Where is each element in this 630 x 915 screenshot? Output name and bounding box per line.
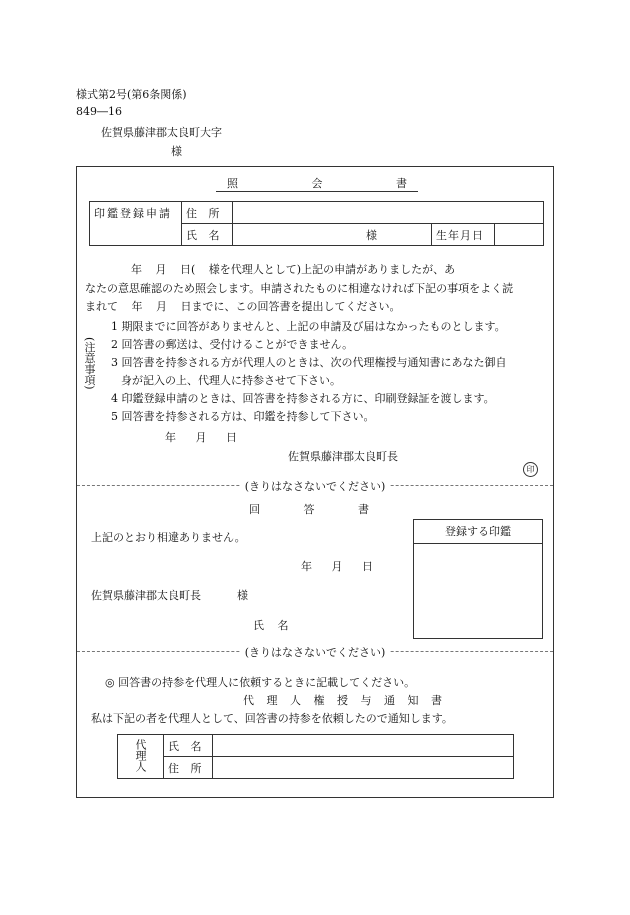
proxy-instruction: ◎ 回答書の持参を代理人に依頼するときに記載してください。 <box>105 676 416 689</box>
reply-title: 回 答 書 <box>249 503 369 516</box>
birth-field[interactable] <box>495 224 544 246</box>
notes-label: (注意事項) <box>83 337 96 390</box>
name-suffix: 様 <box>366 228 377 242</box>
proxy-side-label: 代理人 <box>118 735 164 779</box>
name-label: 氏 名 <box>182 224 233 246</box>
cut-line-2-text: (きりはなさないでください) <box>241 644 390 660</box>
seal-box[interactable] <box>413 519 543 639</box>
note-5: 5 回答書を持参される方は、印鑑を持参して下さい。 <box>111 410 375 423</box>
reply-name-label: 氏 名 <box>253 619 289 632</box>
cut-line-1 <box>77 480 553 493</box>
note-4: 4 印鑑登録申請のときは、回答書を持参される方に、印刷登録証を渡します。 <box>111 392 495 405</box>
birth-label: 生年月日 <box>432 224 495 246</box>
form-code: 849―16 <box>76 105 122 118</box>
applicant-table <box>89 201 544 246</box>
inquiry-para-3: まれて 年 月 日までに、この回答書を提出してください。 <box>85 300 401 313</box>
inquiry-issuer: 佐賀県藤津郡太良町長 <box>288 450 398 463</box>
inquiry-date: 年 月 日 <box>165 431 237 444</box>
reply-date: 年 月 日 <box>301 560 373 573</box>
name-field[interactable] <box>233 224 432 246</box>
reply-addressee: 佐賀県藤津郡太良町長 <box>91 589 201 602</box>
proxy-statement: 私は下記の者を代理人として、回答書の持参を依頼したので通知します。 <box>91 712 453 725</box>
note-1: 1 期限までに回答がありませんと、上記の申請及び届はなかったものとします。 <box>111 320 506 333</box>
inquiry-title: 照 会 書 <box>227 177 407 190</box>
cut-line-2 <box>77 646 553 659</box>
proxy-name-label: 氏 名 <box>164 735 213 757</box>
proxy-name-field[interactable] <box>213 735 514 757</box>
address-field[interactable] <box>233 202 544 224</box>
header-address: 佐賀県藤津郡太良町大字 <box>101 126 222 139</box>
note-2: 2 回答書の郵送は、受付けることができません。 <box>111 338 354 351</box>
app-label: 印鑑登録申請 <box>90 202 182 246</box>
inquiry-para-1: 年 月 日( 様を代理人として)上記の申請がありましたが、あ <box>131 263 456 276</box>
inquiry-para-2: なたの意思確認のため照会します。申請されたものに相違なければ下記の事項をよく読 <box>85 282 514 295</box>
proxy-address-label: 住 所 <box>164 757 213 779</box>
proxy-address-field[interactable] <box>213 757 514 779</box>
seal-stamp: 印 <box>523 462 538 477</box>
header-sama: 様 <box>171 145 182 158</box>
form-frame <box>76 166 554 798</box>
inquiry-title-underline <box>216 177 418 192</box>
reply-sama: 様 <box>237 589 248 602</box>
note-3: 3 回答書を持参される方が代理人のときは、次の代理権授与通知書にあなた御自 <box>111 356 507 369</box>
reply-statement: 上記のとおり相違ありません。 <box>91 531 246 544</box>
cut-line-1-text: (きりはなさないでください) <box>241 478 390 494</box>
seal-box-label: 登録する印鑑 <box>414 520 542 544</box>
address-label: 住 所 <box>182 202 233 224</box>
form-number: 様式第2号(第6条関係) <box>76 88 187 101</box>
note-3-cont: 身が記入の上、代理人に持参させて下さい。 <box>121 374 341 387</box>
proxy-title: 代 理 人 権 授 与 通 知 書 <box>243 694 442 707</box>
proxy-table <box>117 734 514 779</box>
